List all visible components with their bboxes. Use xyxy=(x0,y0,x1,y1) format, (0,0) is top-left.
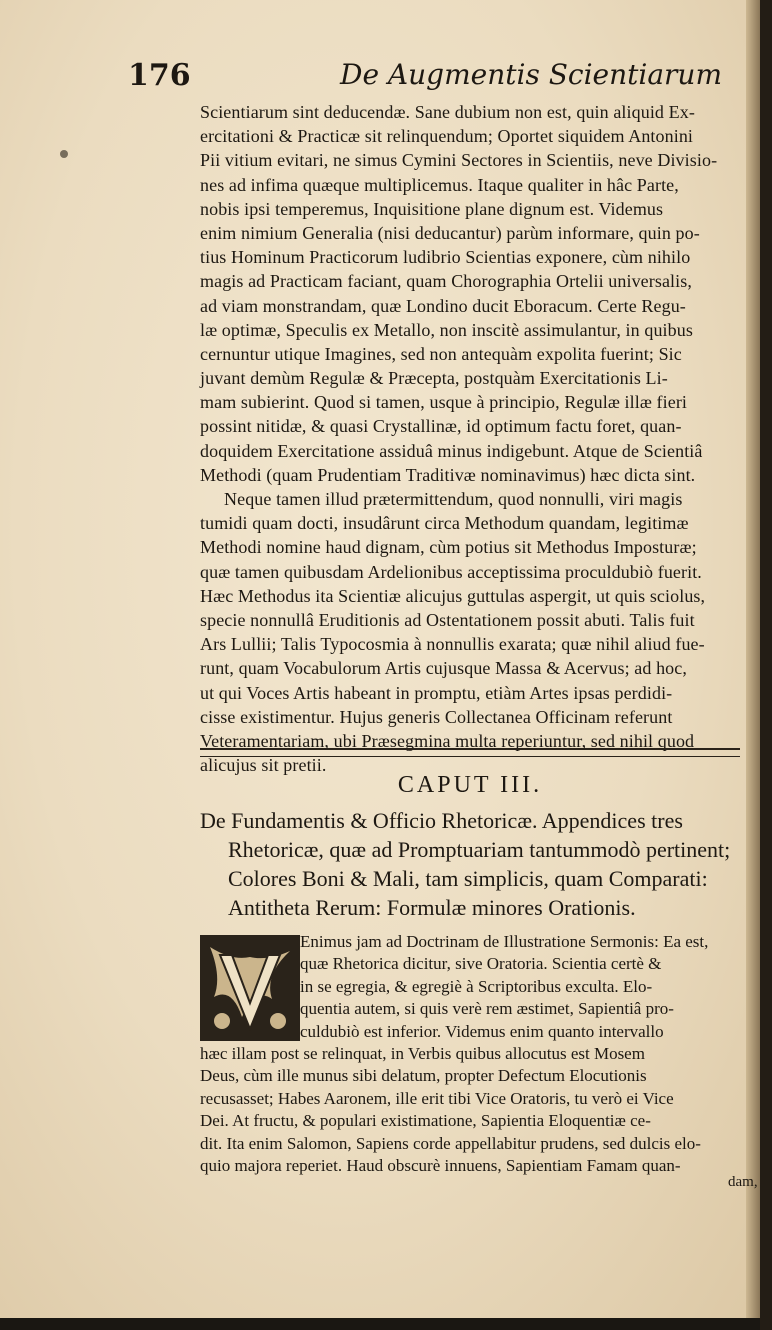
text-line: doquidem Exercitatione assiduâ minus indigebunt. Atque de Scientiâ xyxy=(200,440,703,461)
text-line: Neque tamen illud prætermittendum, quod nonnulli, viri magis xyxy=(224,489,683,509)
text-line: quio majora reperiet. Haud obscurè innuens, Sapientiam Famam quan- xyxy=(200,1155,681,1175)
catchword: dam, xyxy=(728,1174,758,1190)
text-line: Ars Lullii; Talis Typocosmia à nonnullis exarata; quæ nihil aliud fue- xyxy=(200,634,705,655)
text-line: ad viam monstrandam, quæ Londino ducit Eboracum. Certe Regu- xyxy=(200,295,686,316)
decorated-initial-icon xyxy=(202,937,298,1039)
text-line: mam subierint. Quod si tamen, usque à principio, Regulæ illæ fieri xyxy=(200,392,688,413)
text-line: cisse existimentur. Hujus generis Collectanea Officinam referunt xyxy=(200,706,673,727)
body-text xyxy=(200,100,745,777)
page-gutter xyxy=(746,0,760,1318)
summary-line: Rhetoricæ, quæ ad Promptuariam tantummodò pertinent; xyxy=(228,837,731,862)
text-line: tius Hominum Practicorum ludibrio Scientias exponere, cùm nihilo xyxy=(200,247,691,268)
text-line: magis ad Practicam faciant, quam Chorographia Ortelii universalis, xyxy=(200,271,692,292)
text-line: nobis ipsi temperemus, Inquisitione plane dignum est. Videmus xyxy=(200,198,664,219)
chapter-title: CAPUT III. xyxy=(397,772,543,798)
text-line: quæ Rhetorica dicitur, sive Oratoria. Scientia certè & xyxy=(300,954,662,974)
summary-line: Antitheta Rerum: Formulæ minores Orationis. xyxy=(228,895,636,920)
text-line: in se egregia, & egregiè à Scriptoribus exculta. Elo- xyxy=(300,976,653,996)
text-line: specie nonnullâ Eruditionis ad Ostentationem possit abuti. Talis fuit xyxy=(200,609,695,630)
text-line: quentia autem, si quis verè rem æstimet, Sapientiâ pro- xyxy=(300,999,674,1019)
text-line: ut qui Voces Artis habeant in promptu, etiàm Artes ipsas perdidi- xyxy=(200,682,673,703)
text-line: nes ad infima quæque multiplicemus. Itaque qualiter in hâc Parte, xyxy=(200,174,679,195)
summary-line: De Fundamentis & Officio Rhetoricæ. Appendices tres xyxy=(200,808,683,833)
text-line: Methodi nomine haud dignam, cùm potius sit Methodus Imposturæ; xyxy=(200,537,697,558)
text-line: Pii vitium evitari, ne simus Cymini Sectores in Scientiis, neve Divisio- xyxy=(200,150,718,171)
text-line: quæ tamen quibusdam Ardelionibus acceptissima proculdubiò fuerit. xyxy=(200,561,702,582)
text-line: Veteramentariam, ubi Præsegmina multa reperiuntur, sed nihil quod xyxy=(200,730,695,751)
text-line: læ optimæ, Speculis ex Metallo, non inscitè assimulantur, in quibus xyxy=(200,319,693,340)
decorated-initial xyxy=(200,935,300,1041)
text-line: alicujus sit pretii. xyxy=(200,755,327,776)
text-line: culdubiò est inferior. Videmus enim quanto intervallo xyxy=(300,1021,664,1041)
page-number: 176 xyxy=(128,58,191,93)
binding-edge xyxy=(760,0,772,1330)
text-line: Deus, cùm ille munus sibi delatum, propter Defectum Elocutionis xyxy=(200,1066,647,1086)
text-line: Methodi (quam Prudentiam Traditivæ nominavimus) hæc dicta sint. xyxy=(200,464,696,485)
text-line: tumidi quam docti, insudârunt circa Methodum quandam, legitimæ xyxy=(200,513,689,534)
page-header xyxy=(128,58,723,102)
text-line: cernuntur utique Imagines, sed non antequàm expolita fuerint; Sic xyxy=(200,343,682,364)
summary-line: Colores Boni & Mali, tam simplicis, quam Comparati: xyxy=(228,866,708,891)
section-rule xyxy=(200,748,740,757)
text-line: Scientiarum sint deducendæ. Sane dubium non est, quin aliquid Ex- xyxy=(200,102,695,122)
text-line: Hæc Methodus ita Scientiæ alicujus guttulas aspergit, ut quis sciolus, xyxy=(200,585,706,606)
ink-spot xyxy=(60,150,68,158)
text-line: recusasset; Habes Aaronem, ille erit tibi Vice Oratoris, tu verò ei Vice xyxy=(200,1088,674,1108)
text-line: possint nitidæ, & quasi Crystallinæ, id optimum factu foret, quan- xyxy=(200,416,682,437)
text-line: hæc illam post se relinquat, in Verbis quibus allocutus est Mosem xyxy=(200,1043,645,1063)
text-line: runt, quam Vocabulorum Artis cujusque Massa & Acervus; ad hoc, xyxy=(200,658,687,679)
chapter-summary xyxy=(200,806,745,922)
text-line: Dei. At fructu, & populari existimatione, Sapientia Eloquentiæ ce- xyxy=(200,1111,651,1131)
text-line: enim nimium Generalia (nisi deducantur) parùm informare, quin po- xyxy=(200,222,700,243)
text-line: juvant demùm Regulæ & Præcepta, postquàm Exercitationis Li- xyxy=(200,368,668,389)
text-line: dit. Ita enim Salomon, Sapiens corde appellabitur prudens, sed dulcis elo- xyxy=(200,1133,701,1153)
text-line: ercitationi & Practicæ sit relinquendum; Oportet siquidem Antonini xyxy=(200,126,694,147)
text-line: Enimus jam ad Doctrinam de Illustratione Sermonis: Ea est, xyxy=(300,932,709,951)
running-head: De Augmentis Scientiarum xyxy=(340,58,723,91)
